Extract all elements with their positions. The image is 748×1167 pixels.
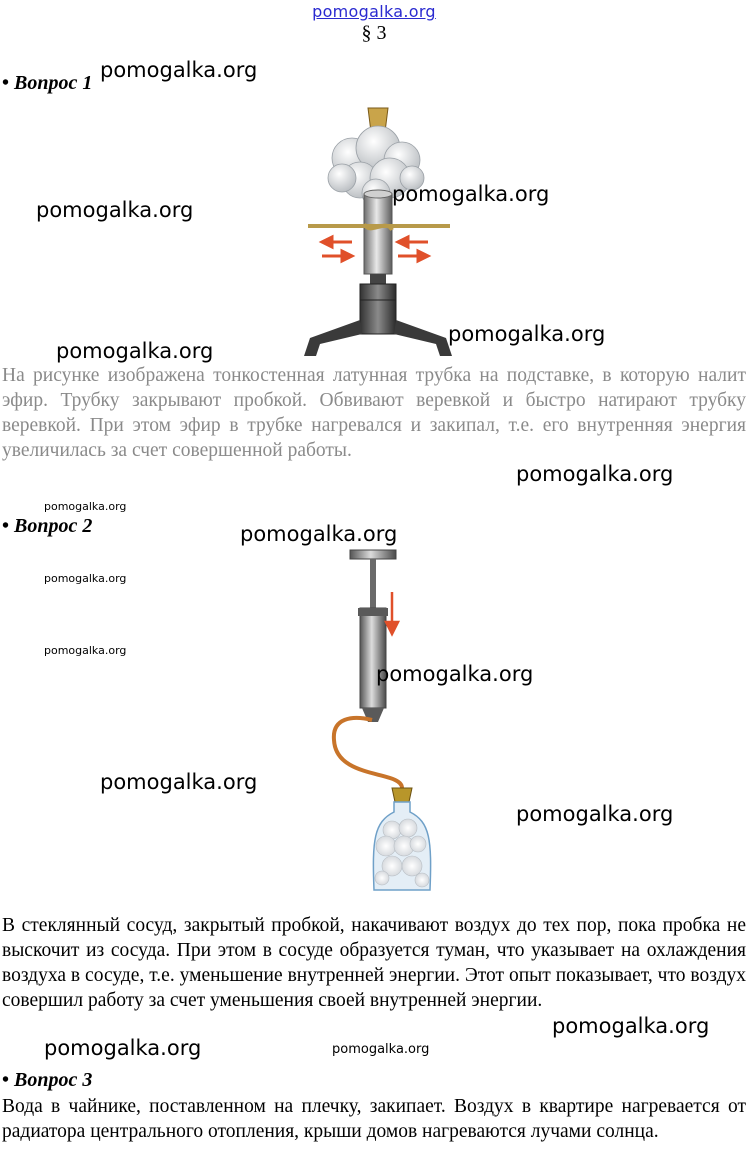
- question-2-answer: В стеклянный сосуд, закрытый пробкой, накачивают воздух до тех пор, пока пробка не выскочит из сосуда. При этом в сосуде образуется туман, что указывает на охлаждения воздуха в сосуде, т.е. уменьшение внутренней энергии. Этот опыт показывает, что воздух совершил работу за счет уменьшения своей внутренней энергии.: [2, 915, 746, 1011]
- pump-flask-figure: [312, 540, 442, 910]
- watermark: pomogalka.org: [44, 1036, 202, 1060]
- watermark: pomogalka.org: [44, 644, 127, 657]
- bullet: •: [2, 1069, 10, 1091]
- watermark: pomogalka.org: [552, 1014, 710, 1038]
- question-1-heading: [2, 72, 92, 95]
- watermark: pomogalka.org: [44, 500, 127, 513]
- question-2-label: Вопрос 2: [14, 515, 93, 537]
- question-1-answer: На рисунке изображена тонкостенная латунная трубка на подставке, в которую налит эфир. Трубку закрывают пробкой. Обвивают веревкой и быстро натирают трубку веревкой. При этом эфир в трубке нагревался и закипал, т.е. его внутренняя энергия увеличилась за счет совершенной работы.: [2, 365, 746, 461]
- watermark: pomogalka.org: [240, 522, 398, 546]
- watermark: pomogalka.org: [56, 339, 214, 363]
- watermark: pomogalka.org: [332, 1042, 430, 1057]
- watermark: pomogalka.org: [448, 322, 606, 346]
- watermark: pomogalka.org: [392, 182, 550, 206]
- question-1-label: Вопрос 1: [14, 72, 93, 94]
- question-3-answer: Вода в чайнике, поставленном на плечку, закипает. Воздух в квартире нагревается от радиатора центрального отопления, крыши домов нагреваются лучами солнца.: [2, 1096, 746, 1142]
- watermark: pomogalka.org: [36, 198, 194, 222]
- bullet: •: [2, 515, 10, 537]
- watermark: pomogalka.org: [376, 662, 534, 686]
- bullet: •: [2, 72, 10, 94]
- section-number: § 3: [361, 22, 387, 44]
- watermark: pomogalka.org: [44, 572, 127, 585]
- site-header-link[interactable]: pomogalka.org: [312, 2, 436, 21]
- watermark: pomogalka.org: [100, 58, 258, 82]
- watermark: pomogalka.org: [516, 462, 674, 486]
- brass-tube-figure: [290, 98, 470, 360]
- question-3-heading: [2, 1069, 92, 1092]
- watermark: pomogalka.org: [100, 770, 258, 794]
- question-3-label: Вопрос 3: [14, 1069, 93, 1091]
- question-2-heading: [2, 515, 92, 538]
- watermark: pomogalka.org: [516, 802, 674, 826]
